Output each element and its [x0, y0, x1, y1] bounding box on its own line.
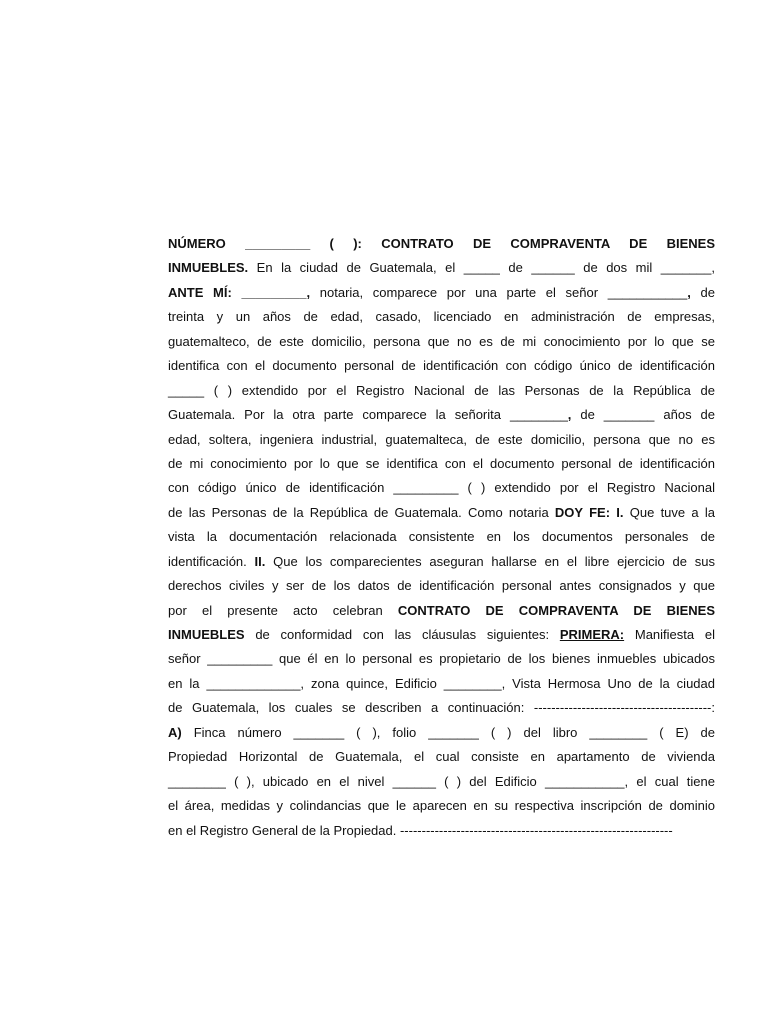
contract-text-block: [168, 232, 715, 843]
bold-text-segment: CONTRATO DE COMPRAVENTA DE BIENES: [397, 602, 715, 618]
text-segment: en el Registro General de la Propiedad. ---------------------------------------------------------------: [168, 822, 673, 838]
text-segment: Finca número _______ ( ), folio _______ ( ) del libro ________ ( E) de: [181, 724, 715, 740]
text-segment: de: [690, 284, 715, 300]
document-line: [168, 379, 715, 403]
text-segment: Propiedad Horizontal de Guatemala, el cual consiste en apartamento de vivienda: [168, 749, 715, 765]
document-line: [168, 428, 715, 452]
document-line: [168, 647, 715, 671]
text-segment: de Guatemala, los cuales se describen a continuación: -----------------------------------------:: [168, 700, 715, 716]
bold-text-segment: ,: [567, 407, 572, 423]
text-segment: de _______ años de: [571, 407, 715, 423]
document-line: [168, 599, 715, 623]
bold-text-segment: NÚMERO _________ ( ): CONTRATO DE COMPRAVENTA DE BIENES: [168, 236, 715, 251]
text-segment: Que los comparecientes aseguran hallarse en el libre ejercicio de sus: [265, 553, 715, 569]
text-segment: edad, soltera, ingeniera industrial, guatemalteca, de este domicilio, persona que no es: [168, 431, 715, 447]
document-line: [168, 330, 715, 354]
bold-text-segment: DOY FE: I.: [554, 504, 624, 520]
text-segment: identificación.: [168, 553, 255, 569]
document-line: [168, 770, 715, 794]
document-line: [168, 672, 715, 696]
document-line: [168, 476, 715, 500]
text-segment: de las Personas de la República de Guatemala. Como notaria: [168, 504, 555, 520]
text-segment: de conformidad con las cláusulas siguientes:: [244, 627, 560, 642]
text-segment: Guatemala. Por la otra parte comparece la señorita ________: [168, 407, 568, 423]
text-segment: treinta y un años de edad, casado, licenciado en administración de empresas,: [168, 309, 715, 325]
bold-text-segment: ANTE MÍ: _________,: [168, 284, 311, 300]
document-line: [168, 623, 715, 647]
text-segment: el área, medidas y colindancias que le aparecen en su respectiva inscripción de dominio: [168, 798, 715, 814]
document-line: [168, 550, 715, 574]
text-segment: señor _________ que él en lo personal es propietario de los bienes inmuebles ubicados: [168, 651, 715, 667]
document-line: [168, 256, 715, 280]
bold-text-segment: PRIMERA:: [559, 627, 625, 642]
text-segment: ________ ( ), ubicado en el nivel ______ ( ) del Edificio ___________, el cual tiene: [168, 773, 715, 789]
document-line: [168, 305, 715, 329]
text-segment: notaria, comparece por una parte el señor ___________: [310, 284, 688, 300]
bold-text-segment: INMUEBLES.: [168, 260, 249, 276]
bold-text-segment: II.: [254, 553, 266, 569]
document-line: [168, 819, 715, 843]
text-segment: _____ ( ) extendido por el Registro Nacional de las Personas de la República de: [168, 382, 715, 398]
document-line: [168, 696, 715, 720]
document-line: [168, 525, 715, 549]
document-line: [168, 574, 715, 598]
text-segment: Que tuve a la: [623, 504, 715, 520]
text-segment: por el presente acto celebran: [168, 602, 398, 618]
text-segment: derechos civiles y ser de los datos de identificación personal antes consignados y que: [168, 578, 715, 594]
text-segment: con código único de identificación _________ ( ) extendido por el Registro Nacional: [168, 480, 715, 496]
text-segment: identifica con el documento personal de identificación con código único de identificación: [168, 358, 715, 374]
bold-text-segment: A): [168, 724, 182, 740]
text-segment: vista la documentación relacionada consistente en los documentos personales de: [168, 529, 715, 545]
text-segment: En la ciudad de Guatemala, el _____ de ______ de dos mil _______,: [248, 260, 715, 276]
text-segment: en la _____________, zona quince, Edificio ________, Vista Hermosa Uno de la ciudad: [168, 675, 715, 691]
document-line: [168, 403, 715, 427]
document-line: [168, 721, 715, 745]
document-line: [168, 452, 715, 476]
text-segment: guatemalteco, de este domicilio, persona que no es de mi conocimiento por lo que se: [168, 333, 715, 349]
document-line: [168, 281, 715, 305]
document-line: [168, 501, 715, 525]
document-line: [168, 354, 715, 378]
bold-text-segment: INMUEBLES: [168, 627, 245, 642]
document-line: [168, 794, 715, 818]
text-segment: Manifiesta el: [624, 627, 715, 642]
text-segment: de mi conocimiento por lo que se identifica con el documento personal de identificación: [168, 455, 715, 471]
document-line: [168, 232, 715, 256]
bold-text-segment: ,: [687, 284, 691, 300]
document-line: [168, 745, 715, 769]
